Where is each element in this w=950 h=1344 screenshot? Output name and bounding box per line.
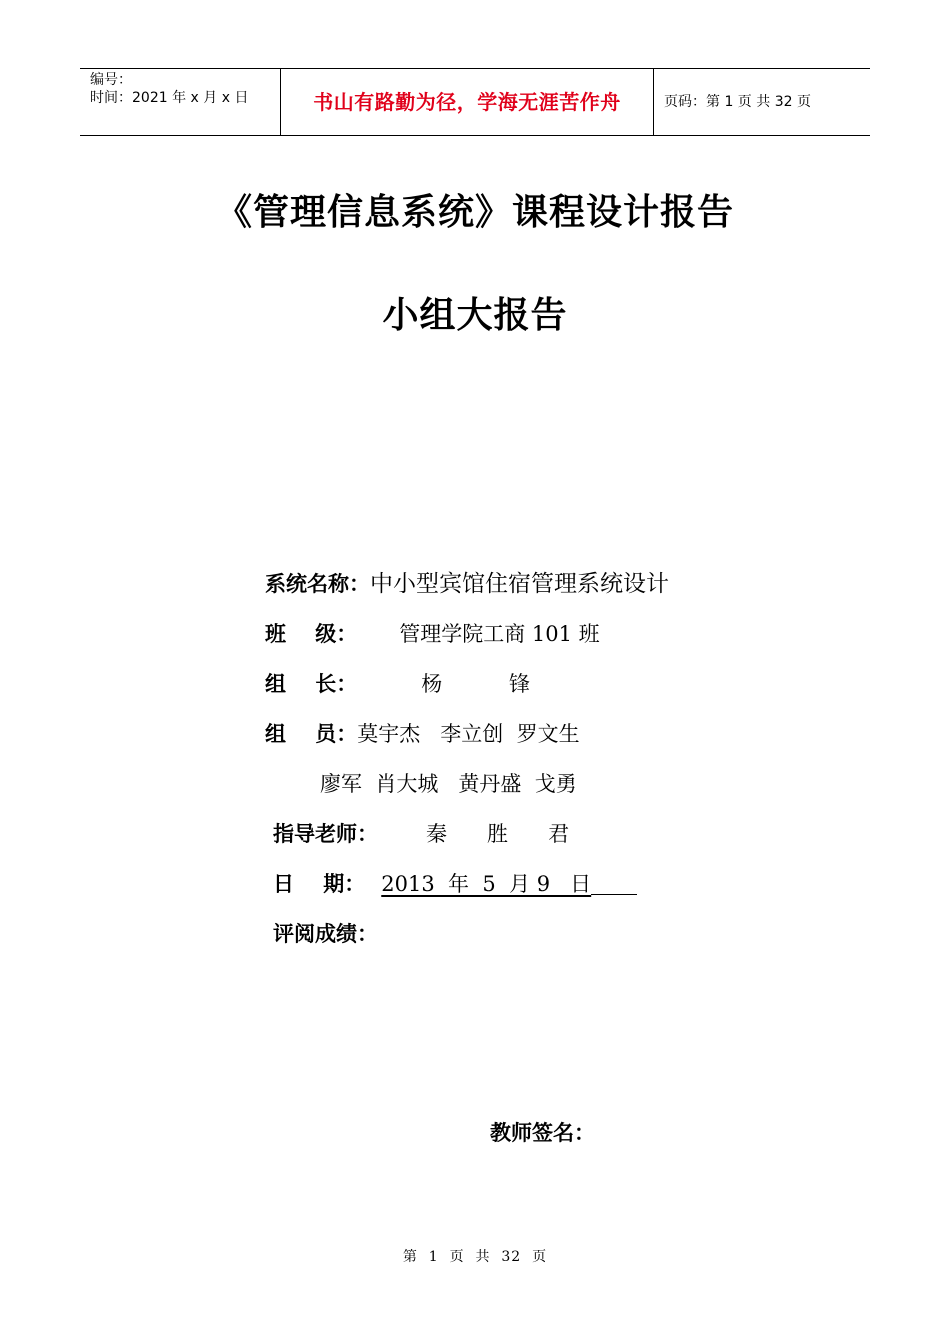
class-value: 管理学院工商 101 班 <box>399 622 600 646</box>
date-value: 2013 年 5 月 9 日 <box>381 872 592 896</box>
members-line-2: 廖军 肖大城 黄丹盛 戈勇 <box>320 772 577 796</box>
time-label: 时间：2021 年 x 月 x 日 <box>90 90 249 106</box>
class-label: 班 级： <box>265 622 358 646</box>
advisor-value: 秦 胜 君 <box>426 822 570 846</box>
report-title: 《管理信息系统》课程设计报告 <box>215 192 734 233</box>
class-row <box>265 618 600 648</box>
document-header <box>80 68 870 136</box>
members-row <box>265 718 580 748</box>
header-motto: 书山有路勤为径，学海无涯苦作舟 <box>281 69 654 135</box>
members-label: 组 员： <box>265 722 358 746</box>
report-subtitle: 小组大报告 <box>382 295 568 336</box>
signature-row <box>490 1117 595 1147</box>
system-name-label: 系统名称： <box>265 572 370 596</box>
number-label: 编号： <box>90 72 132 88</box>
date-label: 日 期： <box>273 872 366 896</box>
date-underline <box>591 893 637 895</box>
system-name-row <box>265 565 669 598</box>
grade-label: 评阅成绩： <box>273 922 378 946</box>
members-line-1: 莫宇杰 李立创 罗文生 <box>357 722 580 746</box>
leader-label: 组 长： <box>265 672 358 696</box>
header-page-info: 页码：第 1 页 共 32 页 <box>664 94 811 110</box>
advisor-row <box>273 818 569 848</box>
leader-row <box>265 668 530 698</box>
leader-value: 杨 锋 <box>421 672 531 696</box>
advisor-label: 指导老师： <box>273 822 378 846</box>
signature-label: 教师签名： <box>490 1121 595 1145</box>
page-footer: 第 1 页 共 32 页 <box>402 1249 548 1265</box>
date-row <box>273 868 637 898</box>
grade-row <box>273 918 378 948</box>
system-name-value: 中小型宾馆住宿管理系统设计 <box>370 571 669 597</box>
header-meta <box>80 69 281 135</box>
